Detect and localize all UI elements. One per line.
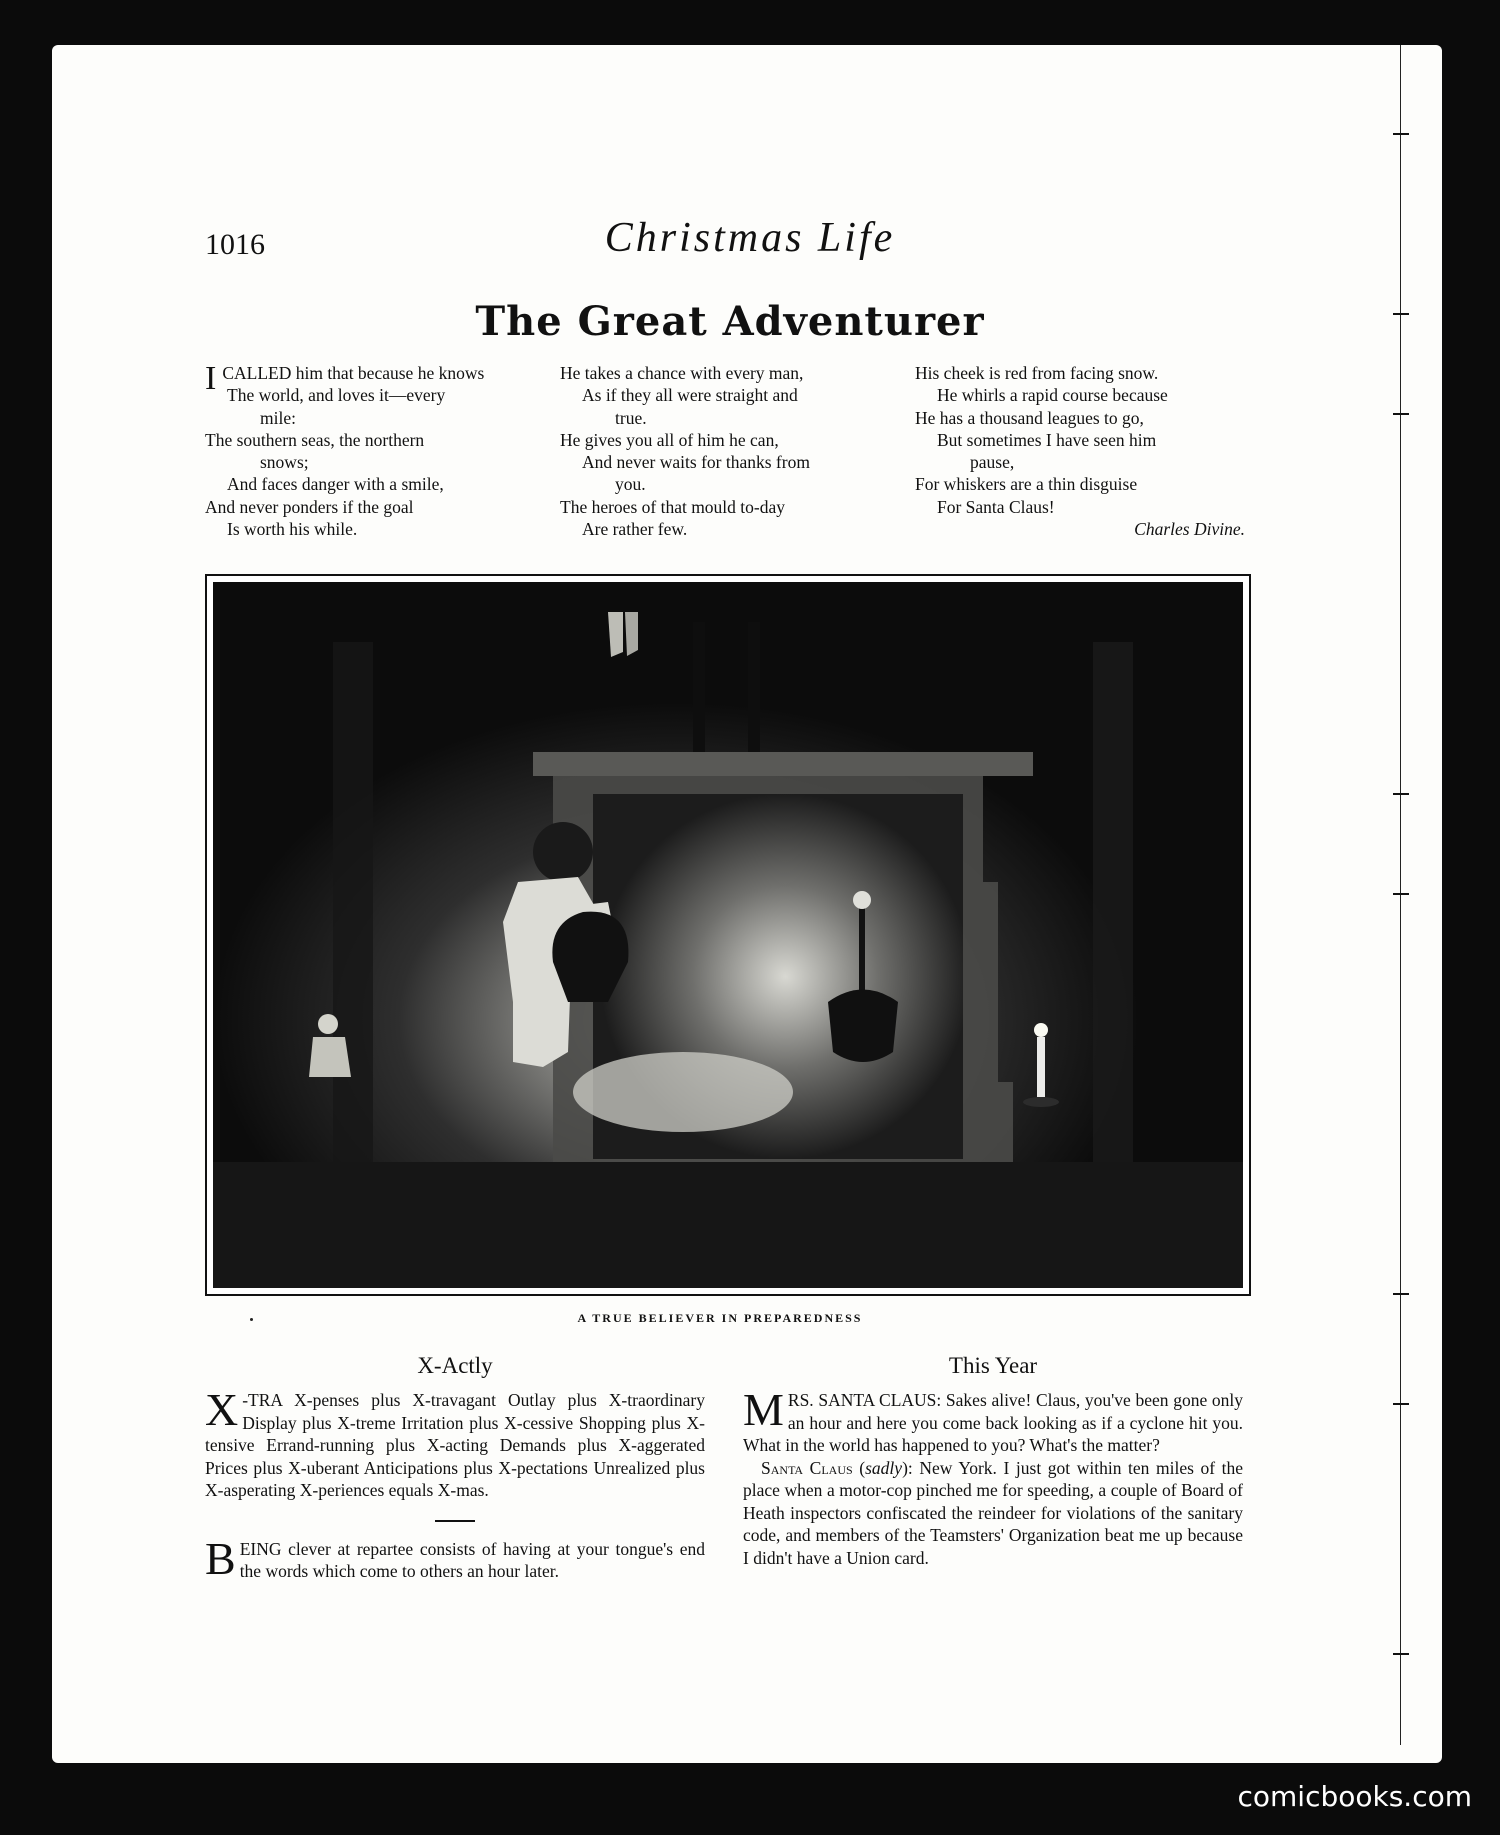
illustration-frame — [205, 574, 1251, 1296]
poem-line: And never ponders if the goal — [205, 496, 414, 517]
gutter-mark — [1393, 1403, 1409, 1405]
poem-line: And faces danger with a smile, — [227, 474, 444, 495]
poem-line: The world, and loves it—every — [227, 385, 446, 406]
poem-line: you. — [615, 474, 646, 495]
fireplace-illustration — [213, 582, 1243, 1288]
site-watermark: comicbooks.com — [1237, 1780, 1472, 1813]
gutter-mark — [1393, 133, 1409, 135]
article-title-x-actly: X-Actly — [417, 1353, 493, 1378]
poem-line: Are rather few. — [582, 519, 688, 540]
paragraph-text: -TRA X-penses plus X-travagant Outlay plus X-traordinary Display plus X-treme Irritation plus X-cessive Shopping plus X-tensive Errand-running plus X-acting Demands plus X-aggerated Prices plus X-uberant Anticipations plus X-pectations Unrealized plus X-asperating X-periences equals X-mas. — [205, 1390, 705, 1500]
poem-line: He has a thousand leagues to go, — [915, 407, 1144, 428]
gutter-mark — [1393, 1293, 1409, 1295]
stage-direction: sadly — [865, 1457, 903, 1478]
illustration-caption: A TRUE BELIEVER IN PREPAREDNESS — [577, 1311, 863, 1325]
poem-line: He takes a chance with every man, — [560, 363, 804, 383]
poem-line: mile: — [260, 407, 296, 428]
drop-cap: M — [743, 1384, 784, 1435]
poem-line: But sometimes I have seen him — [937, 429, 1157, 450]
gutter-mark — [1393, 893, 1409, 895]
poem-line: Is worth his while. — [227, 519, 358, 540]
paragraph-text: New York. I just got within ten miles of the place when a motor-cop pinched me for speeding, a couple of Board of Heath inspectors confiscated the reindeer for violations of the sanitary code, and members of the Teamsters' Organization beat me up because I didn't have a Union card. — [743, 1457, 1244, 1568]
poem-title: The Great Adventurer — [475, 298, 985, 345]
poem-line: His cheek is red from facing snow. — [915, 363, 1159, 383]
poem-line: For whiskers are a thin disguise — [915, 474, 1138, 495]
paragraph-text: EING clever at repartee consists of having at your tongue's end the words which come to others an hour later. — [239, 1538, 705, 1581]
poem-line: For Santa Claus! — [937, 496, 1055, 517]
poem-column-3 — [915, 362, 1245, 540]
page-number: 1016 — [205, 228, 265, 261]
section-divider — [435, 1520, 475, 1522]
paragraph-text: RS. SANTA CLAUS: Sakes alive! Claus, you've been gone only an hour and here you come back looking as if a cyclone hit you. What in the world has happened to you? What's the matter? — [743, 1390, 1243, 1455]
drop-cap: X — [205, 1384, 239, 1435]
page-gutter — [1400, 45, 1401, 1745]
article-this-year: MRS. SANTA CLAUS: Sakes alive! Claus, you've been gone only an hour and here you come back looking as if a cyclone hit you. What in the world has happened to you? What's the matter? Santa Claus (sadly): New York. I just got within ten miles of the place when a motor-cop pinched me for speeding, a couple of Board of Heath inspectors confiscated the reindeer for violations of the sanitary code, and members of the Teamsters' Organization beat me up because I didn't have a Union card. — [743, 1384, 1244, 1568]
poem-line: As if they all were straight and — [582, 385, 798, 406]
poem-column-1 — [205, 362, 535, 540]
article-x-actly — [205, 1384, 705, 1584]
gutter-mark — [1393, 793, 1409, 795]
poem-line: And never waits for thanks from — [582, 452, 810, 473]
poem-line: The heroes of that mould to-day — [560, 496, 786, 517]
poem-line: He gives you all of him he can, — [560, 429, 779, 450]
drop-cap: I — [205, 360, 217, 397]
poem-line: snows; — [260, 452, 309, 473]
article-title-this-year: This Year — [948, 1353, 1038, 1378]
poem-line: The southern seas, the northern — [205, 429, 425, 450]
speaker-name: Santa Claus — [761, 1457, 853, 1478]
drop-cap: B — [205, 1532, 236, 1584]
gutter-mark — [1393, 1653, 1409, 1655]
magazine-title: Christmas Life — [604, 215, 896, 261]
poem-line: pause, — [970, 452, 1015, 473]
gutter-mark — [1393, 313, 1409, 315]
poem-column-2 — [560, 362, 890, 540]
poem-line: He whirls a rapid course because — [937, 385, 1168, 406]
gutter-mark — [1393, 413, 1409, 415]
poem-line: CALLED him that because he knows — [222, 363, 485, 383]
poem-line: true. — [615, 407, 647, 428]
poem-author: Charles Divine. — [1134, 519, 1245, 540]
